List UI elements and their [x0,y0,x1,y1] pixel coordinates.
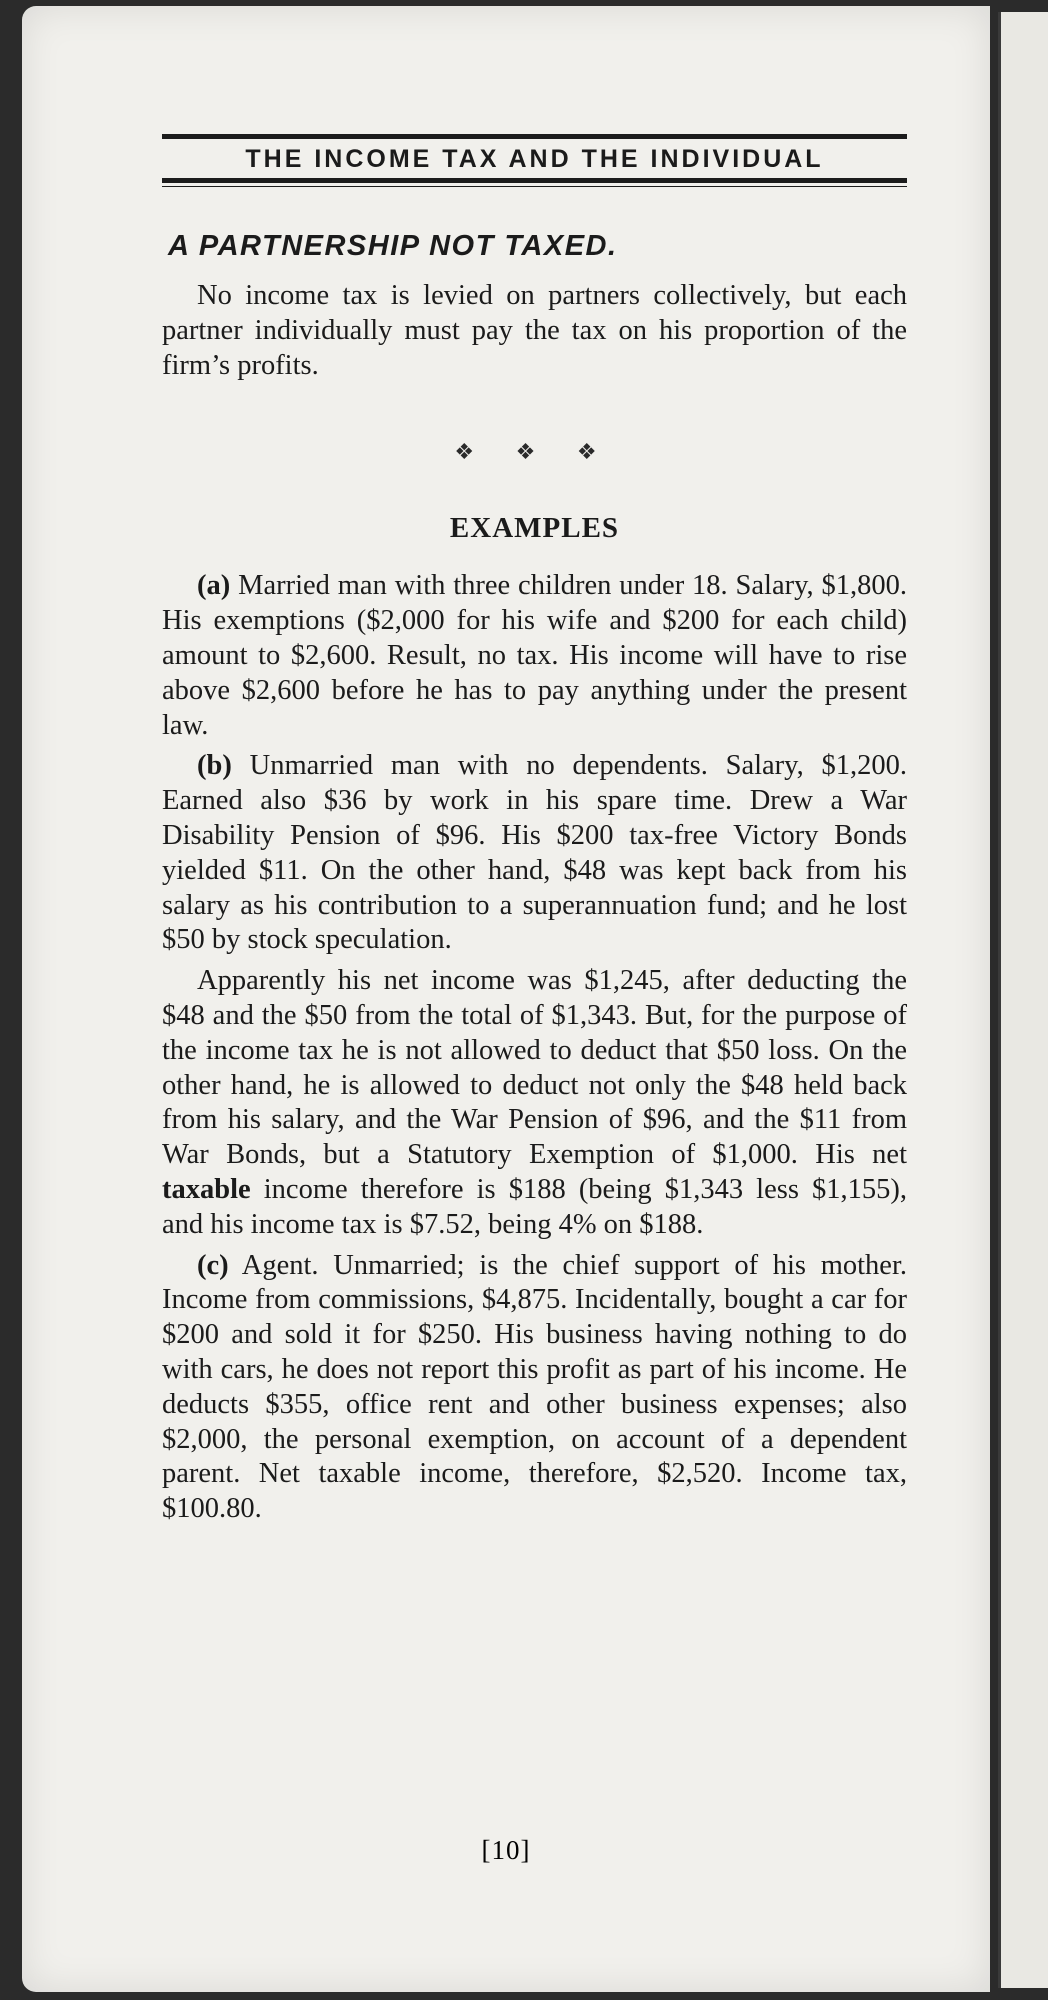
adjacent-page-edge [998,12,1048,1988]
example-b [162,749,907,958]
example-b-label: (b) [197,750,232,782]
example-b-continuation-paragraph [162,964,907,1242]
header-rule-top [162,134,907,139]
example-a-text: Married man with three children under 18. Salary, $1,800. His exemptions ($2,000 for his wife and $200 for each child) amount to $2,600. Result, no tax. His income will have to rise above $2,600 before he has to pay anything under the present law. [162,570,907,741]
example-b-paragraph [162,749,907,958]
example-b-text: Unmarried man with no dependents. Salary, $1,200. Earned also $36 by work in his spare time. Drew a War Disability Pension of $96. His $200 tax-free Victory Bonds yielded $11. On the other hand, $48 was kept back from his salary as his contribution to a superannuation fund; and he lost $50 by stock speculation. [162,750,907,956]
example-a [162,569,907,743]
section-paragraph: No income tax is levied on partners collectively, but each partner individually must pay the tax on his proportion of the firm’s profits. [162,280,907,381]
example-b-continuation [162,964,907,1242]
example-c [162,1249,907,1527]
running-head: THE INCOME TAX AND THE INDIVIDUAL [245,145,824,173]
continuation-text-before: Apparently his net income was $1,245, after deducting the $48 and the $50 from the total of $1,343. But, for the purpose of the income tax he is not allowed to deduct that $50 loss. On the other hand, he is allowed to deduct not only the $48 held back from his salary, and the War Pension of $96, and the $11 from War Bonds, but a Statutory Exemption of $1,000. His net [162,965,907,1171]
example-c-text: Agent. Unmarried; is the chief support of his mother. Income from commissions, $4,875. Incidentally, bought a car for $200 and sold it for $250. His business having nothing to do with cars, he does not report this profit as part of his income. He deducts $355, office rent and other business expenses; also $2,000, the personal exemption, on account of a dependent parent. Net taxable income, therefore, $2,520. Income tax, $100.80. [162,1249,907,1525]
example-a-paragraph [162,569,907,743]
ornament-divider: ❖ ❖ ❖ [454,439,615,465]
book-page [22,6,990,1992]
header-rule-bottom [162,178,907,183]
examples-heading: EXAMPLES [449,512,620,545]
example-c-paragraph [162,1249,907,1527]
continuation-bold-word: taxable [162,1173,251,1205]
example-c-label: (c) [197,1249,229,1281]
section-heading: A PARTNERSHIP NOT TAXED. [168,230,618,262]
header-rule-thin [162,186,907,187]
page-content [162,134,907,1527]
example-a-label: (a) [197,570,231,602]
page-number: [10] [481,1835,531,1865]
continuation-text-after: income therefore is $188 (being $1,343 less $1,155), and his income tax is $7.52, being 4% on $188. [162,1173,907,1240]
